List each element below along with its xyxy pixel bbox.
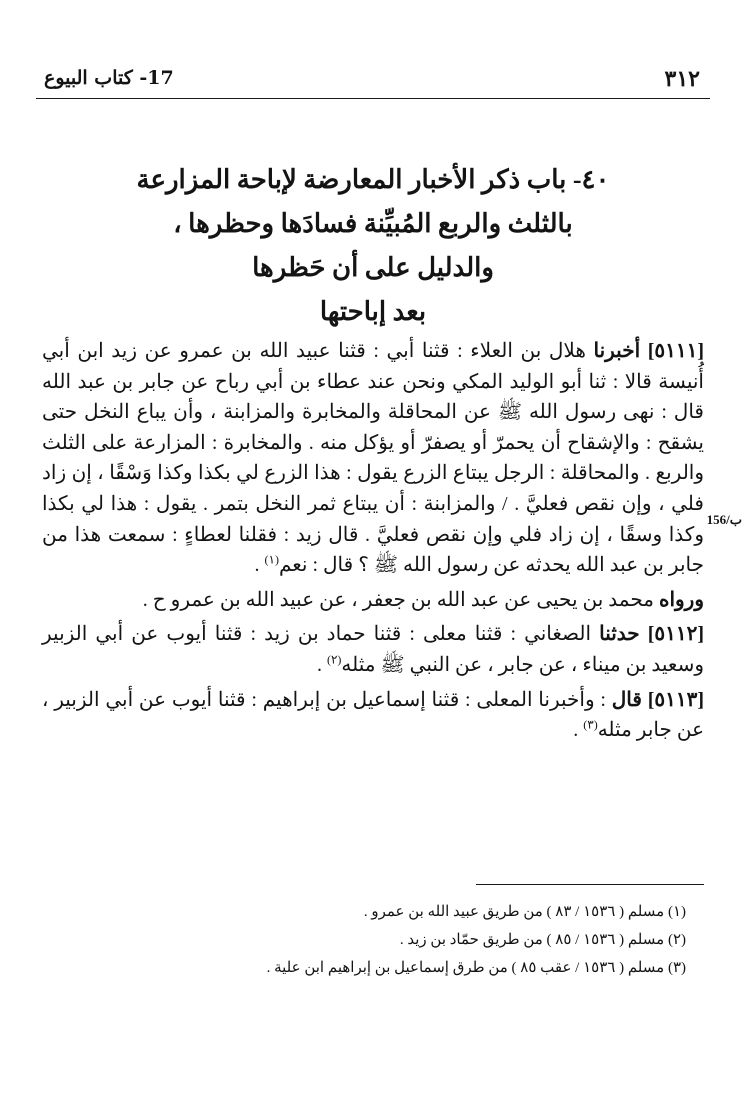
hadith-lead-word: ورواه <box>658 588 704 611</box>
hadith-number: [٥١١٢] <box>647 623 705 646</box>
hadith-5112 <box>42 619 704 680</box>
chapter-title-line-3: والدليل على أن حَظرها <box>252 253 494 282</box>
chapter-title <box>120 158 626 334</box>
page-header <box>36 64 710 99</box>
manuscript-folio-marker: 156/ب <box>706 512 742 527</box>
footnote-divider <box>476 884 704 885</box>
hadith-5111 <box>42 336 704 581</box>
hadith-text: هلال بن العلاء : قثنا أبي : قثنا عبيد الله بن عمرو عن زيد ابن أبي أُنيسة قالا : ثنا أبو الوليد المكي ونحن عند عطاء بن أبي رباح عن جابر بن عبد الله قال : نهى رسول الله ﷺ عن المحاقلة والمخابرة والمزابنة ، وأن يباع النخل حتى يشقح : والإشقاح أن يحمرّ أو يصفرّ أو يؤكل منه . والمخابرة : المزارعة على الثلث والربع . والمحاقلة : الرجل يبتاع الزرع يقول : هذا الزرع لي بكذا وكذا وَسْقًا ، إن زاد فلي ، وإن نقص فعليَّ . / والمزابنة : أن يبتاع ثمر النخل بتمر . يقول : هذا لي بكذا وكذا وسقًا ، إن زاد فلي وإن نقص فعليَّ . قال زيد : فقلنا لعطاءٍ : سمعت هذا من جابر بن عبد الله يحدثه عن رسول الله ﷺ ؟ قال : نعم <box>42 340 704 577</box>
hadith-lead-word: قال <box>611 688 642 711</box>
hadith-text: : وأخبرنا المعلى : قثنا إسماعيل بن إبراهيم : قثنا أيوب عن أبي الزبير ، عن جابر مثله <box>42 688 704 742</box>
hadith-ending: . <box>316 653 327 676</box>
chapter-title-line-2: بالثلث والربع المُبيِّنة فسادَها وحظرها ، <box>173 209 573 238</box>
footnote-ref: (١) <box>264 552 279 567</box>
main-text <box>42 336 704 750</box>
hadith-ending: . <box>254 554 265 577</box>
hadith-narration-note <box>42 585 704 616</box>
hadith-text: الصغاني : قثنا معلى : قثنا حماد بن زيد : قثنا أيوب عن أبي الزبير وسعيد بن ميناء ، عن جابر ، عن النبي ﷺ مثله <box>42 623 704 676</box>
hadith-number: [٥١١١] <box>647 340 705 362</box>
chapter-title-line-1: ٤٠- باب ذكر الأخبار المعارضة لإباحة المزارعة <box>136 165 610 194</box>
chapter-title-line-4: بعد إباحتها <box>319 297 427 326</box>
hadith-number: [٥١١٣] <box>647 688 705 711</box>
hadith-lead-word: حدثنا <box>599 623 640 646</box>
footnote-2: (٢) مسلم ( ١٥٣٦ / ٨٥ ) من طريق حمّاد بن زيد . <box>399 932 686 948</box>
footnote-ref: (٢) <box>326 652 342 667</box>
hadith-text: محمد بن يحيى عن عبد الله بن جعفر ، عن عبيد الله بن عمرو ح . <box>142 588 654 611</box>
footnote-3: (٣) مسلم ( ١٥٣٦ / عقب ٨٥ ) من طرق إسماعيل بن إبراهيم ابن علية . <box>266 960 686 976</box>
hadith-ending: . <box>573 719 584 742</box>
footnotes <box>42 898 686 982</box>
page-number: ٣١٢ <box>664 66 700 92</box>
hadith-lead-word: أخبرنا <box>593 340 641 362</box>
footnote-ref: (٣) <box>583 717 598 732</box>
hadith-5113 <box>42 685 704 746</box>
running-title: 17- كتاب البيوع <box>44 67 174 89</box>
footnote-1: (١) مسلم ( ١٥٣٦ / ٨٣ ) من طريق عبيد الله بن عمرو . <box>363 904 686 920</box>
